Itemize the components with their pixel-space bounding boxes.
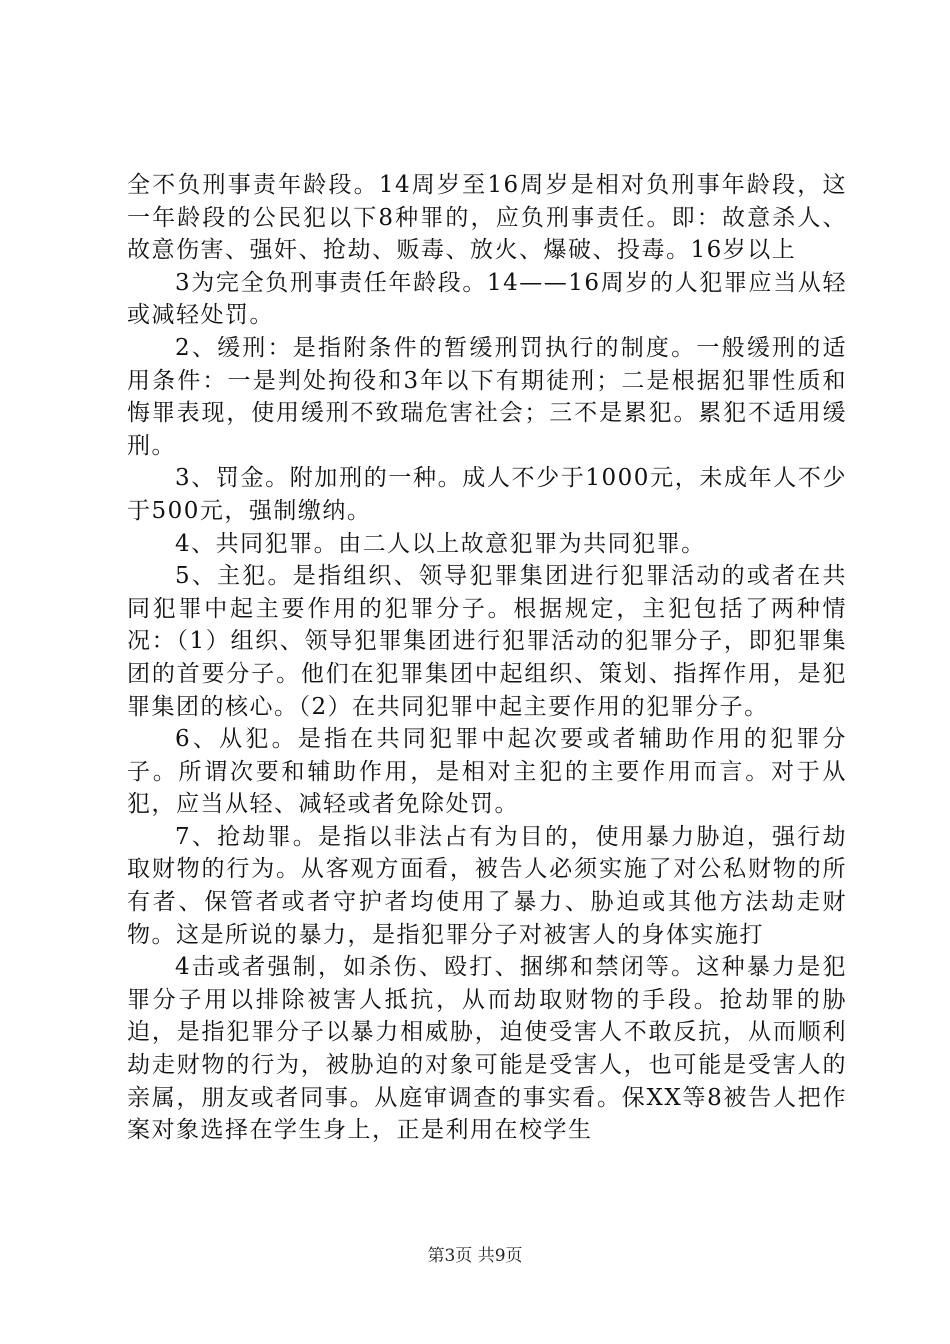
- paragraph-7: 6、从犯。是指在共同犯罪中起次要或者辅助作用的犯罪分子。所谓次要和辅助作用，是相对主犯的主要作用而言。对于从犯，应当从轻、减轻或者免除处罚。: [127, 726, 847, 818]
- paragraph-5: 4、共同犯罪。由二人以上故意犯罪为共同犯罪。: [175, 530, 706, 557]
- paragraph-1: 全不负刑事责年龄段。14周岁至16周岁是相对负刑事年龄段，这一年龄段的公民犯以下8种罪的，应负刑事责任。即：故意杀人、故意伤害、强奸、抢劫、贩毒、放火、爆破、投毒。16岁以上: [127, 172, 847, 264]
- document-body: [127, 169, 847, 1147]
- paragraph-4: 3、罚金。附加刑的一种。成人不少于1000元，未成年人不少于500元，强制缴纳。: [127, 465, 847, 524]
- paragraph-6: 5、主犯。是指组织、领导犯罪集团进行犯罪活动的或者在共同犯罪中起主要作用的犯罪分子。根据规定，主犯包括了两种情况：（1）组织、领导犯罪集团进行犯罪活动的犯罪分子，即犯罪集团的首要分子。他们在犯罪集团中起组织、策划、指挥作用，是犯罪集团的核心。（2）在共同犯罪中起主要作用的犯罪分子。: [127, 563, 847, 720]
- paragraph-9: 4击或者强制，如杀伤、殴打、捆绑和禁闭等。这种暴力是犯罪分子用以排除被害人抵抗，从而劫取财物的手段。抢劫罪的胁迫，是指犯罪分子以暴力相威胁，迫使受害人不敢反抗，从而顺利劫走财物的行为，被胁迫的对象可能是受害人，也可能是受害人的亲属，朋友或者同事。从庭审调查的事实看。保XX等8被告人把作案对象选择在学生身上，正是利用在校学生: [127, 954, 847, 1144]
- paragraph-2: 3为完全负刑事责任年龄段。14——16周岁的人犯罪应当从轻或减轻处罚。: [127, 269, 847, 329]
- paragraph-8: 7、抢劫罪。是指以非法占有为目的，使用暴力胁迫，强行劫取财物的行为。从客观方面看，被告人必须实施了对公私财物的所有者、保管者或者守护者均使用了暴力、胁迫或其他方法劫走财物。这是所说的暴力，是指犯罪分子对被害人的身体实施打: [127, 823, 847, 948]
- page-footer: 第3页 共9页: [427, 1246, 523, 1266]
- paragraph-3: 2、缓刑：是指附条件的暂缓刑罚执行的制度。一般缓刑的适用条件：一是判处拘役和3年以下有期徒刑；二是根据犯罪性质和悔罪表现，使用缓刑不致瑞危害社会；三不是累犯。累犯不适用缓刑。: [127, 334, 847, 459]
